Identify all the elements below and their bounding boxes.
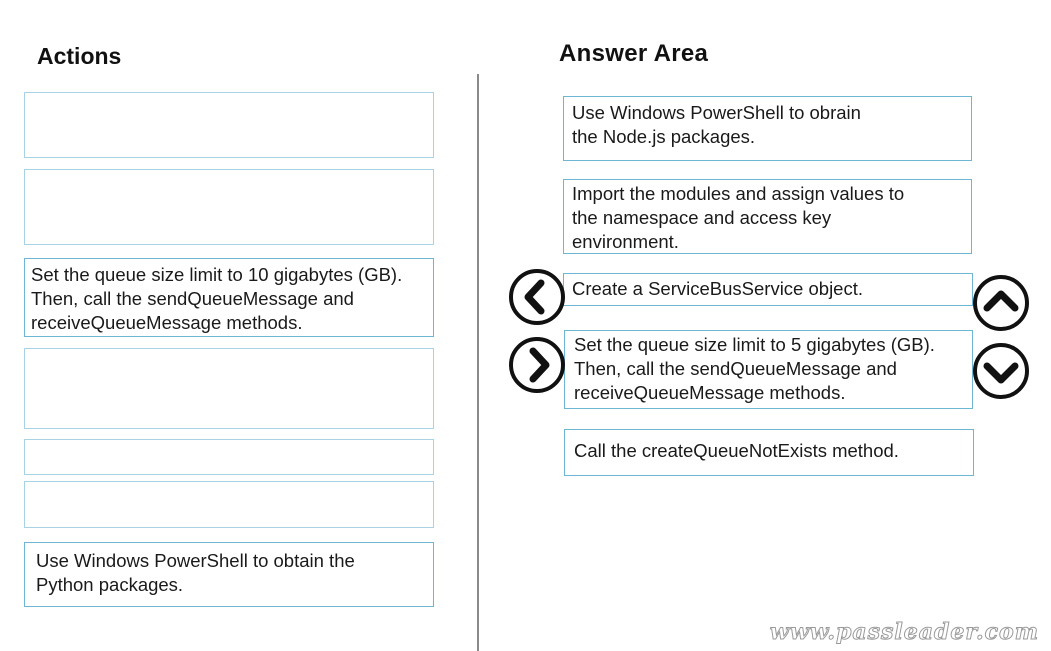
answer-item-set-queue-5gb[interactable] [564, 330, 973, 409]
action-item-text: Set the queue size limit to 10 gigabytes (GB). Then, call the sendQueueMessage and receiveQueueMessage methods. [31, 264, 403, 333]
chevron-right-circle-icon [508, 336, 566, 394]
watermark: www.passleader.com [769, 619, 1039, 645]
action-item-text: Use Windows PowerShell to obtain the Python packages. [36, 550, 355, 595]
action-item-powershell-python[interactable] [24, 542, 434, 607]
action-slot-6[interactable] [24, 481, 434, 528]
move-up-button[interactable] [972, 274, 1030, 332]
action-slot-5[interactable] [24, 439, 434, 475]
answer-area-heading: Answer Area [559, 40, 709, 67]
answer-item-create-servicebusservice[interactable] [563, 273, 973, 306]
answer-item-create-queue[interactable] [564, 429, 974, 476]
chevron-up-circle-icon [972, 274, 1030, 332]
move-left-button[interactable] [508, 268, 566, 326]
action-item-set-queue-10gb[interactable] [24, 258, 434, 337]
answer-item-text: Call the createQueueNotExists method. [574, 440, 899, 461]
actions-heading: Actions [37, 43, 122, 69]
action-slot-1[interactable] [24, 92, 434, 158]
answer-item-text: Create a ServiceBusService object. [572, 278, 863, 299]
chevron-down-circle-icon [972, 342, 1030, 400]
answer-item-text: Set the queue size limit to 5 gigabytes (GB). Then, call the sendQueueMessage and receiveQueueMessage methods. [574, 334, 935, 403]
answer-item-text: Import the modules and assign values to the namespace and access key environment. [572, 183, 905, 252]
action-slot-4[interactable] [24, 348, 434, 429]
column-divider [477, 74, 479, 651]
move-down-button[interactable] [972, 342, 1030, 400]
action-slot-2[interactable] [24, 169, 434, 245]
answer-item-powershell-nodejs[interactable] [563, 96, 972, 161]
chevron-left-circle-icon [508, 268, 566, 326]
move-right-button[interactable] [508, 336, 566, 394]
answer-item-import-modules[interactable] [563, 179, 972, 254]
answer-item-text: Use Windows PowerShell to obrain the Node.js packages. [572, 102, 861, 147]
